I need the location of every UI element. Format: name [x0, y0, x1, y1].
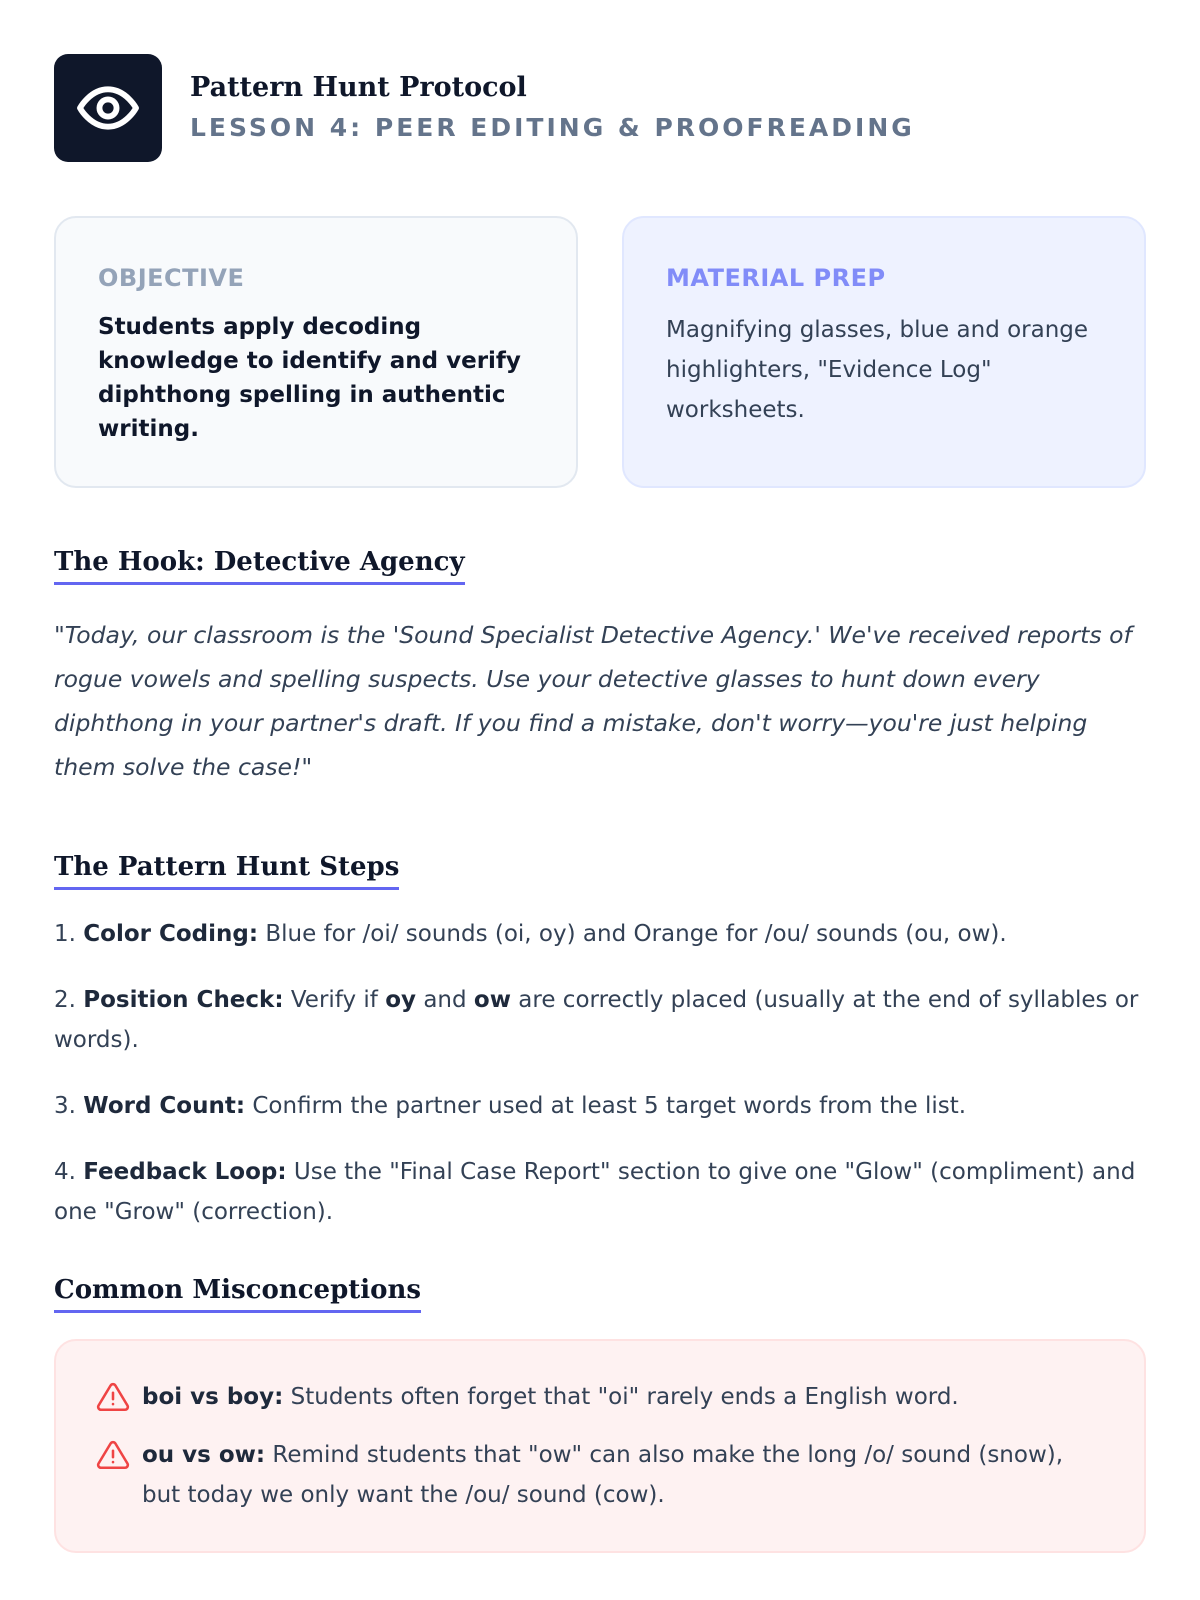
misconception-text: Remind students that "ow" can also make the long /o/ sound (snow), but today we only want the /ou/ sound (cow).	[142, 1442, 1064, 1508]
eye-icon	[76, 76, 140, 140]
misconception-text: Students often forget that "oi" rarely ends a English word.	[283, 1384, 959, 1410]
misconception-item	[96, 1377, 1104, 1417]
hook-quote: "Today, our classroom is the 'Sound Specialist Detective Agency.' We've received reports of rogue vowels and spelling suspects. Use your detective glasses to hunt down every diphthong in your partner's draft. If you find a mistake, don't worry—you're just helping them solve the case!"	[54, 621, 1132, 781]
header	[54, 54, 1146, 162]
hook-heading: The Hook: Detective Agency	[54, 544, 465, 585]
info-cards	[54, 216, 1146, 488]
step-keyword: oy	[385, 987, 417, 1013]
step-text: Use the "Final Case Report" section to give one "Glow" (compliment) and one "Grow" (correction).	[54, 1159, 1136, 1225]
page-title: Pattern Hunt Protocol	[190, 72, 527, 103]
step-item	[54, 980, 1146, 1060]
step-number: 4.	[54, 1159, 76, 1185]
objective-card	[54, 216, 578, 488]
step-term: Feedback Loop:	[83, 1159, 287, 1185]
step-item	[54, 914, 1146, 954]
misconception-item	[96, 1435, 1104, 1515]
lesson-subtitle: LESSON 4: PEER EDITING & PROOFREADING	[190, 113, 915, 142]
step-number: 2.	[54, 987, 76, 1013]
step-term: Color Coding:	[83, 921, 259, 947]
misconceptions-box	[54, 1339, 1146, 1553]
step-text: are correctly placed (usually at the end of syllables or words).	[54, 987, 1139, 1053]
material-prep-text: Magnifying glasses, blue and orange highlighters, "Evidence Log" worksheets.	[666, 317, 1089, 423]
step-text: Confirm the partner used at least 5 target words from the list.	[245, 1093, 967, 1119]
step-keyword: ow	[473, 987, 511, 1013]
step-number: 3.	[54, 1093, 76, 1119]
step-text: Verify if	[283, 987, 386, 1013]
step-text: Blue for /oi/ sounds (oi, oy) and Orange for /ou/ sounds (ou, ow).	[258, 921, 1007, 947]
warning-icon	[96, 1438, 130, 1472]
misconceptions-heading: Common Misconceptions	[54, 1272, 421, 1313]
step-term: Word Count:	[83, 1093, 246, 1119]
step-term: Position Check:	[83, 987, 284, 1013]
step-text: and	[416, 987, 474, 1013]
warning-icon	[96, 1380, 130, 1414]
misconception-term: boi vs boy:	[142, 1384, 284, 1410]
material-prep-label: MATERIAL PREP	[666, 264, 886, 292]
misconception-term: ou vs ow:	[142, 1442, 266, 1468]
step-number: 1.	[54, 921, 76, 947]
step-item	[54, 1152, 1146, 1232]
steps-list	[54, 914, 1146, 1232]
steps-heading: The Pattern Hunt Steps	[54, 849, 399, 890]
material-prep-card	[622, 216, 1146, 488]
step-item	[54, 1086, 1146, 1126]
logo	[54, 54, 162, 162]
objective-text: Students apply decoding knowledge to identify and verify diphthong spelling in authentic writing.	[98, 314, 521, 442]
objective-label: OBJECTIVE	[98, 264, 245, 292]
